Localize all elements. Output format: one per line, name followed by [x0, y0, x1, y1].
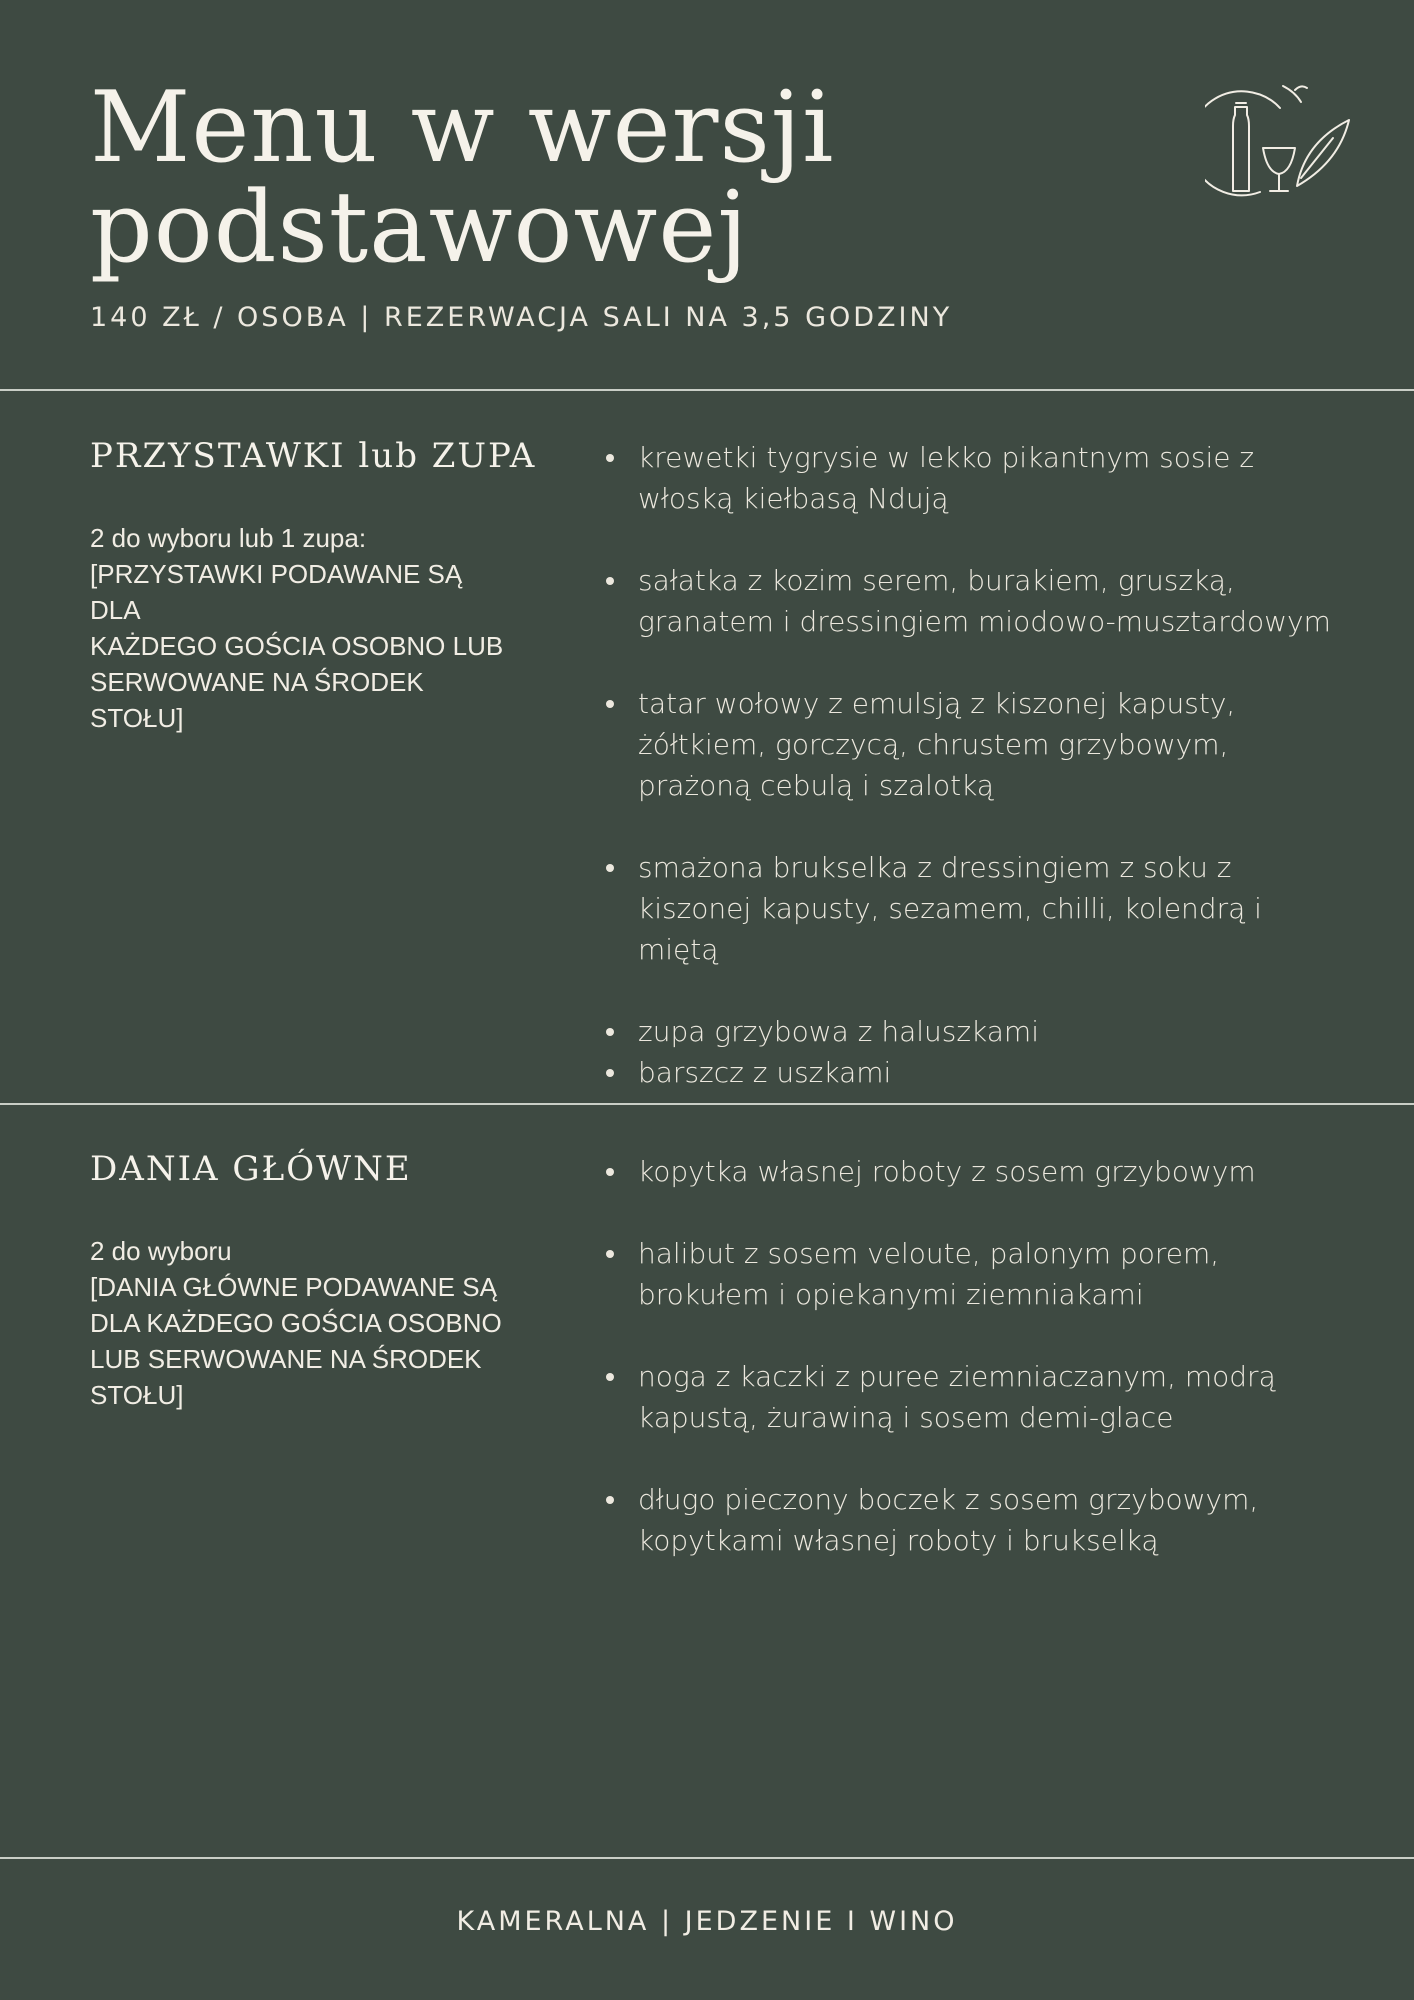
list-item: halibut z sosem veloute, palonym porem, brokułem i opiekanymi ziemniakami	[598, 1233, 1368, 1315]
list-item: tatar wołowy z emulsją z kiszonej kapusty, żółtkiem, gorczycą, chrustem grzybowym, prażoną cebulą i szalotką	[598, 683, 1368, 806]
footer-tagline: KAMERALNA | JEDZENIE I WINO	[456, 1906, 958, 1937]
list-item: barszcz z uszkami	[598, 1052, 1368, 1093]
list-item: sałatka z kozim serem, burakiem, gruszką, granatem i dressingiem miodowo-musztardowym	[598, 560, 1368, 642]
mains-note	[90, 1233, 510, 1413]
wine-bottle-glass-leaf-icon	[1205, 82, 1353, 200]
note-line: KAŻDEGO GOŚCIA OSOBNO LUB	[90, 631, 504, 661]
page-title	[90, 71, 1090, 285]
starters-note	[90, 520, 510, 736]
price-and-reservation: 140 ZŁ / OSOBA | REZERWACJA SALI NA 3,5 GODZINY	[90, 302, 953, 333]
list-item: smażona brukselka z dressingiem z soku z kiszonej kapusty, sezamem, chilli, kolendrą i miętą	[598, 847, 1368, 970]
title-line-2: podstawowej	[90, 171, 749, 285]
note-line: SERWOWANE NA ŚRODEK STOŁU]	[90, 667, 424, 733]
section-divider	[0, 1103, 1414, 1105]
note-line: 2 do wyboru	[90, 1236, 232, 1266]
list-item: zupa grzybowa z haluszkami	[598, 1011, 1368, 1052]
section-heading-mains: DANIA GŁÓWNE	[90, 1149, 412, 1189]
list-item: kopytka własnej roboty z sosem grzybowym	[598, 1151, 1368, 1192]
note-line: [DANIA GŁÓWNE PODAWANE SĄ	[90, 1272, 497, 1302]
title-line-1: Menu w wersji	[90, 71, 835, 185]
note-line: DLA KAŻDEGO GOŚCIA OSOBNO	[90, 1308, 502, 1338]
header-divider	[0, 389, 1414, 391]
note-line: LUB SERWOWANE NA ŚRODEK	[90, 1344, 482, 1374]
list-item: noga z kaczki z puree ziemniaczanym, modrą kapustą, żurawiną i sosem demi-glace	[598, 1356, 1368, 1438]
list-item: długo pieczony boczek z sosem grzybowym, kopytkami własnej roboty i brukselką	[598, 1479, 1368, 1561]
section-heading-starters: PRZYSTAWKI lub ZUPA	[90, 436, 537, 476]
note-line: 2 do wyboru lub 1 zupa:	[90, 523, 367, 553]
footer-divider	[0, 1857, 1414, 1859]
starters-list	[598, 437, 1368, 1093]
mains-list	[598, 1151, 1368, 1561]
note-line: STOŁU]	[90, 1380, 184, 1410]
menu-header	[0, 0, 1414, 390]
list-item: krewetki tygrysie w lekko pikantnym sosie z włoską kiełbasą Ndują	[598, 437, 1368, 519]
note-line: [PRZYSTAWKI PODAWANE SĄ DLA	[90, 559, 463, 625]
